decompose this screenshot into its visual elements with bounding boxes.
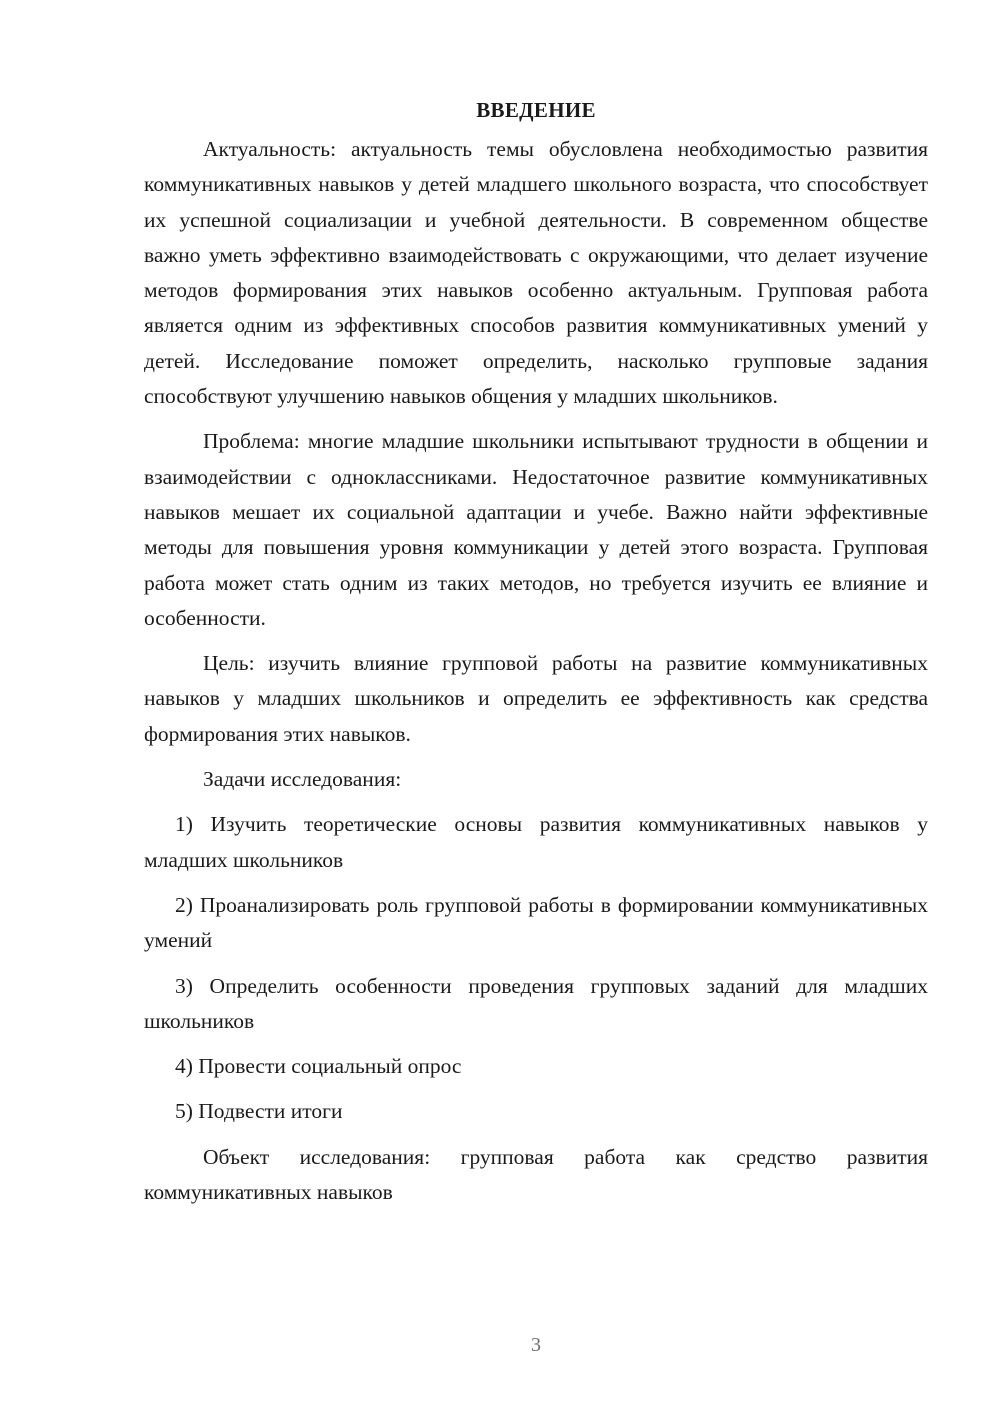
list-item: 3) Определить особенности проведения групповых заданий для младших школьников	[144, 973, 928, 1033]
tasks-list	[144, 807, 928, 1129]
problem-paragraph: Проблема: многие младшие школьники испытывают трудности в общении и взаимодействии с одноклассниками. Недостаточное развитие коммуникативных навыков мешает их социальной адаптации и учебе. Важно найти эффективные методы для повышения уровня коммуникации у детей этого возраста. Групповая работа может стать одним из таких методов, но требуется изучить ее влияние и особенности.	[144, 429, 928, 630]
page-number: 3	[531, 1334, 541, 1356]
list-item: 5) Подвести итоги	[175, 1099, 343, 1124]
goal-paragraph: Цель: изучить влияние групповой работы на развитие коммуникативных навыков у младших школьников и определить ее эффективность как средства формирования этих навыков.	[144, 651, 928, 746]
page-title: ВВЕДЕНИЕ	[476, 98, 596, 122]
tasks-heading: Задачи исследования:	[203, 767, 402, 792]
document-page	[144, 96, 928, 1220]
list-item: 2) Проанализировать роль групповой работы в формировании коммуникативных умений	[144, 892, 928, 953]
object-paragraph: Объект исследования: групповая работа как средство развития коммуникативных навыков	[144, 1144, 928, 1205]
list-item: 4) Провести социальный опрос	[175, 1054, 462, 1079]
relevance-paragraph: Актуальность: актуальность темы обусловлена необходимостью развития коммуникативных навыков у детей младшего школьного возраста, что способствует их успешной социализации и учебной деятельности. В современном обществе важно уметь эффективно взаимодействовать с окружающими, что делает изучение методов формирования этих навыков особенно актуальным. Групповая работа является одним из эффективных способов развития коммуникативных умений у детей. Исследование поможет определить, насколько групповые задания способствуют улучшению навыков общения у младших школьников.	[144, 137, 928, 409]
list-item: 1) Изучить теоретические основы развития коммуникативных навыков у младших школьников	[144, 812, 928, 872]
